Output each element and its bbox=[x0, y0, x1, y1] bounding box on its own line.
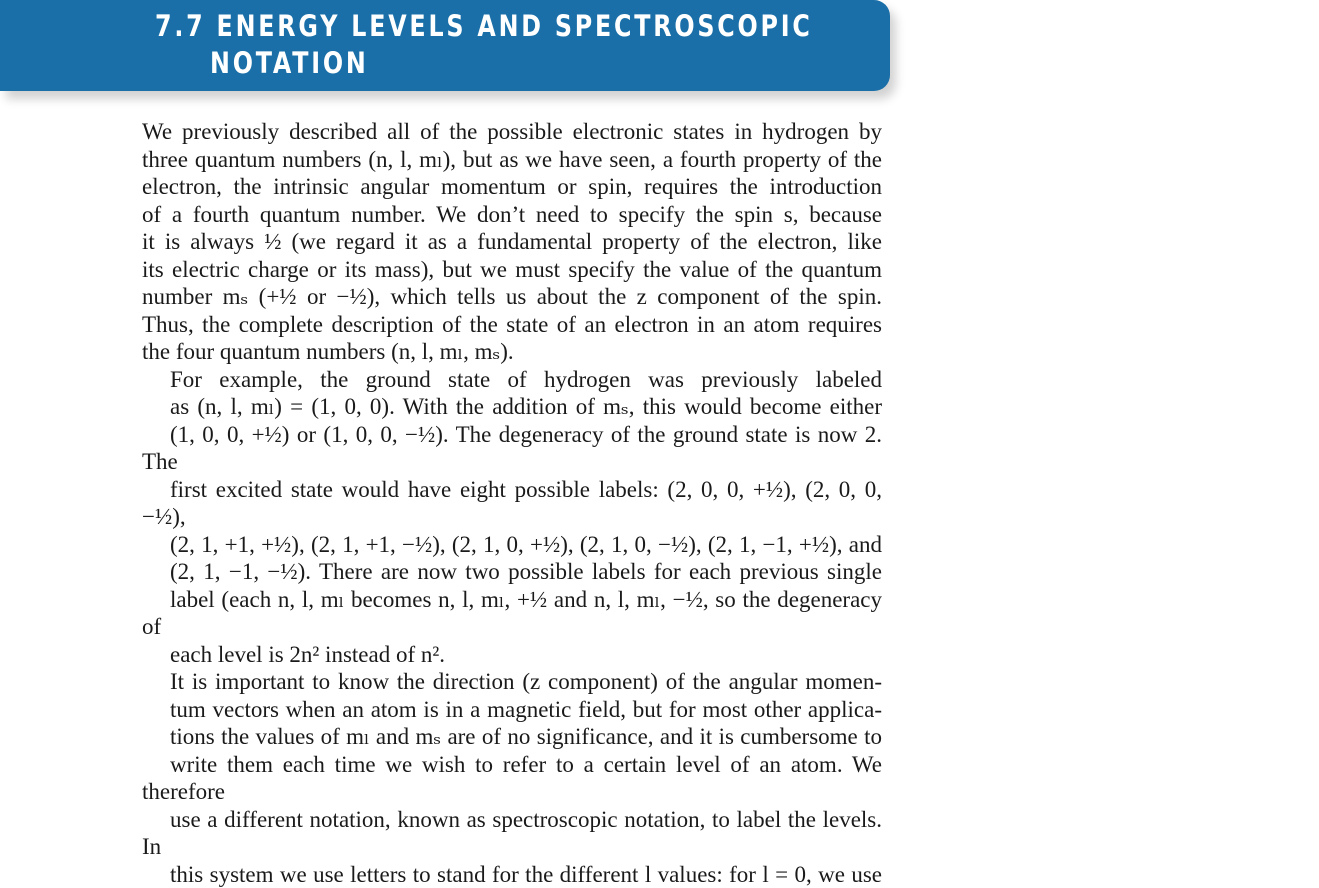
text-line: this system we use letters to stand for the different l values: for l = 0, we use bbox=[142, 861, 882, 888]
section-header-banner bbox=[0, 0, 890, 91]
text-line: For example, the ground state of hydrogen was previously labeled bbox=[142, 366, 882, 394]
text-line: (1, 0, 0, +½) or (1, 0, 0, −½). The degeneracy of the ground state is now 2. The bbox=[142, 421, 882, 476]
text-line: (2, 1, +1, +½), (2, 1, +1, −½), (2, 1, 0, +½), (2, 1, 0, −½), (2, 1, −1, +½), and bbox=[142, 531, 882, 559]
text-line: its electric charge or its mass), but we must specify the value of the quantum bbox=[142, 256, 882, 284]
text-line: It is important to know the direction (z component) of the angular momen- bbox=[142, 668, 882, 696]
text-line: first excited state would have eight possible labels: (2, 0, 0, +½), (2, 0, 0, −½), bbox=[142, 476, 882, 531]
section-title-line-1: 7.7 ENERGY LEVELS AND SPECTROSCOPIC bbox=[155, 9, 813, 43]
body-text bbox=[142, 118, 882, 888]
text-line: write them each time we wish to refer to a certain level of an atom. We therefore bbox=[142, 751, 882, 806]
paragraph-1 bbox=[142, 118, 882, 366]
text-line: number mₛ (+½ or −½), which tells us about the z component of the spin. bbox=[142, 283, 882, 311]
text-line: label (each n, l, mₗ becomes n, l, mₗ, +½ and n, l, mₗ, −½, so the degeneracy of bbox=[142, 586, 882, 641]
text-line: the four quantum numbers (n, l, mₗ, mₛ). bbox=[142, 338, 882, 366]
text-line: each level is 2n² instead of n². bbox=[142, 641, 882, 669]
text-line: (2, 1, −1, −½). There are now two possible labels for each previous single bbox=[142, 558, 882, 586]
section-title-line-2: NOTATION bbox=[210, 46, 369, 80]
text-line: it is always ½ (we regard it as a fundamental property of the electron, like bbox=[142, 228, 882, 256]
paragraph-3 bbox=[142, 668, 882, 888]
text-line: three quantum numbers (n, l, mₗ), but as we have seen, a fourth property of the bbox=[142, 146, 882, 174]
text-line: tum vectors when an atom is in a magnetic field, but for most other applica- bbox=[142, 696, 882, 724]
text-line: Thus, the complete description of the state of an electron in an atom requires bbox=[142, 311, 882, 339]
paragraph-2 bbox=[142, 366, 882, 669]
text-line: tions the values of mₗ and mₛ are of no significance, and it is cumbersome to bbox=[142, 723, 882, 751]
text-line: use a different notation, known as spectroscopic notation, to label the levels. In bbox=[142, 806, 882, 861]
text-line: electron, the intrinsic angular momentum or spin, requires the introduction bbox=[142, 173, 882, 201]
text-line: as (n, l, mₗ) = (1, 0, 0). With the addition of mₛ, this would become either bbox=[142, 393, 882, 421]
text-line: of a fourth quantum number. We don’t need to specify the spin s, because bbox=[142, 201, 882, 229]
text-line: We previously described all of the possible electronic states in hydrogen by bbox=[142, 118, 882, 146]
